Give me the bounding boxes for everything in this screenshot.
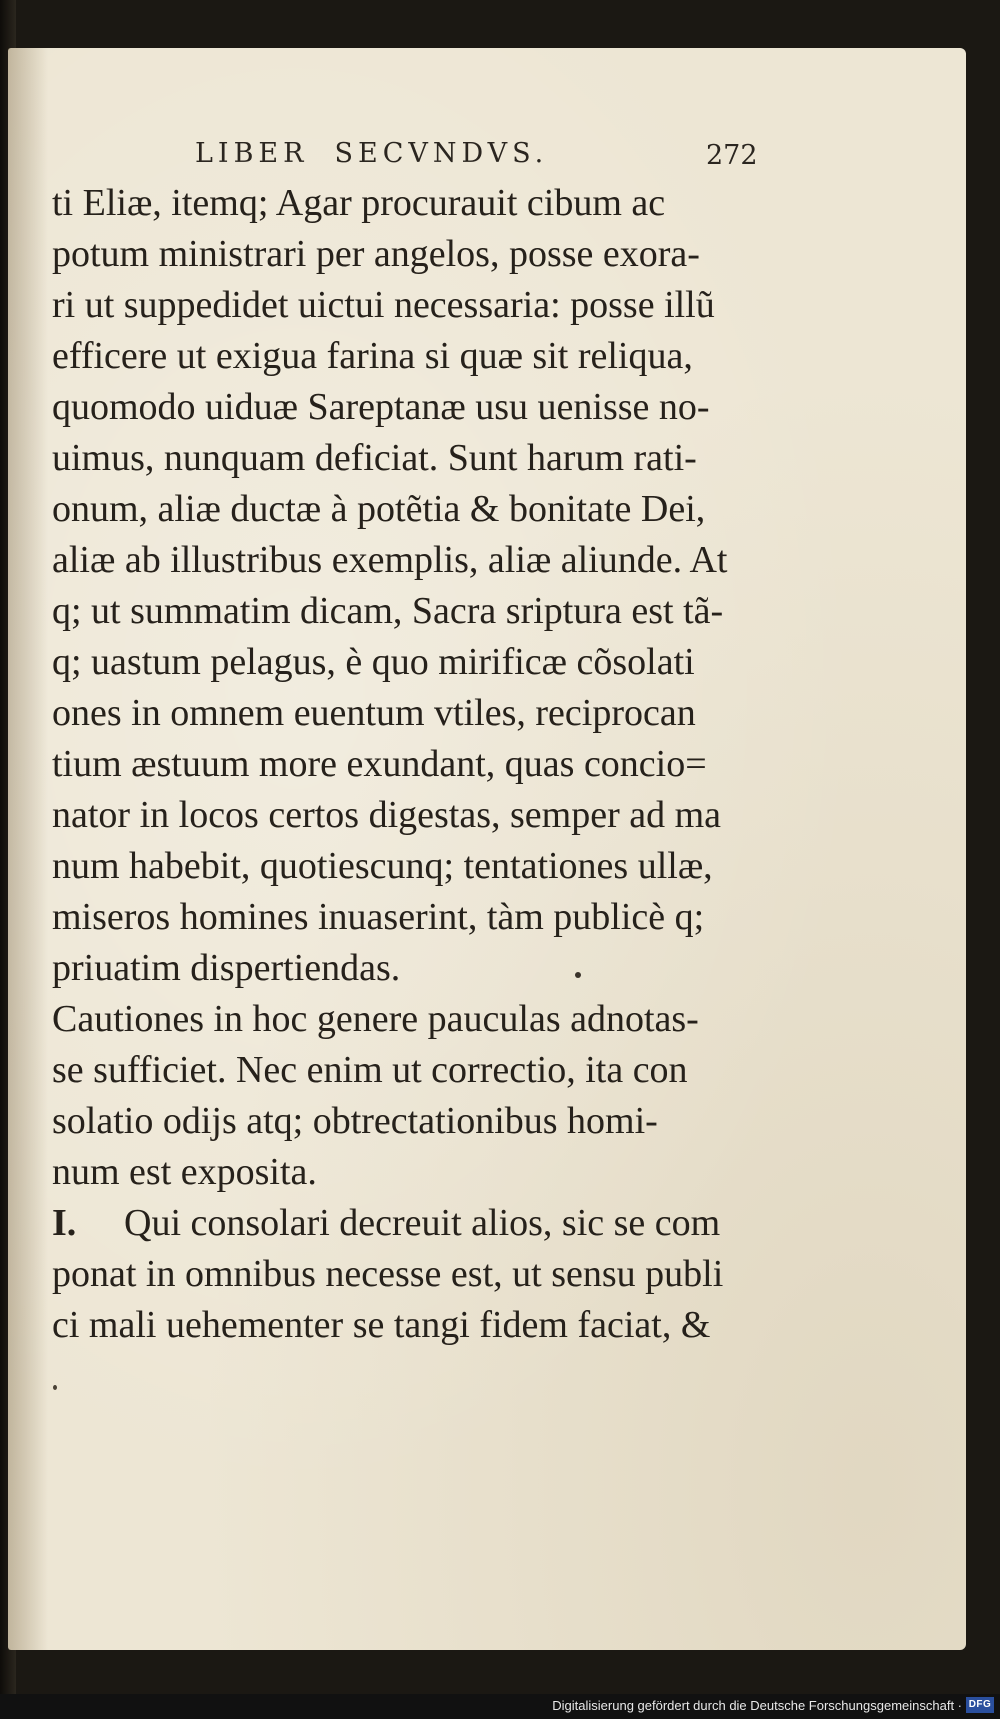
- text-line: ponat in omnibus necesse est, ut sensu publi: [52, 1253, 724, 1295]
- running-head-word-2: SECVNDVS.: [334, 138, 549, 169]
- text-line: ci mali uehementer se tangi fidem faciat, &: [52, 1304, 711, 1346]
- funding-credit: Digitalisierung gefördert durch die Deutsche Forschungsgemeinschaft ·: [552, 1698, 962, 1713]
- text-line: num habebit, quotiescunq; tentationes ullæ,: [52, 845, 713, 887]
- text-line: quomodo uiduæ Sareptanæ usu uenisse no-: [52, 386, 710, 428]
- text-line: ri ut suppedidet uictui necessaria: posse illũ: [52, 284, 715, 326]
- running-head-word-1: LIBER: [195, 138, 309, 169]
- paragraph-numeral: I.: [52, 1202, 77, 1244]
- text-line: aliæ ab illustribus exemplis, aliæ aliunde. At: [52, 539, 728, 581]
- text-line: uimus, nunquam deficiat. Sunt harum rati-: [52, 437, 697, 479]
- dfg-logo: DFG: [966, 1697, 994, 1713]
- text-line: tium æstuum more exundant, quas concio=: [52, 743, 707, 785]
- text-line: se sufficiet. Nec enim ut correctio, ita con: [52, 1049, 688, 1091]
- page-number: 272: [706, 140, 758, 171]
- running-head: [195, 138, 548, 169]
- text-line: num est exposita.: [52, 1151, 317, 1193]
- text-line: efficere ut exigua farina si quæ sit reliqua,: [52, 335, 693, 377]
- text-line: q; ut summatim dicam, Sacra sriptura est tã-: [52, 590, 724, 632]
- text-line: ti Eliæ, itemq; Agar procurauit cibum ac: [52, 182, 666, 224]
- text-line: q; uastum pelagus, è quo mirificæ cõsolati: [52, 641, 695, 683]
- numbered-paragraph-first-line: [52, 1198, 812, 1249]
- text-line: potum ministrari per angelos, posse exora-: [52, 233, 700, 275]
- text-line: solatio odijs atq; obtrectationibus homi-: [52, 1100, 658, 1142]
- text-line: miseros homines inuaserint, tàm publicè q;: [52, 896, 705, 938]
- text-line: nator in locos certos digestas, semper ad ma: [52, 794, 722, 836]
- text-line: onum, aliæ ductæ à potẽtia & bonitate Dei,: [52, 488, 706, 530]
- text-line: Cautiones in hoc genere pauculas adnotas-: [52, 998, 699, 1040]
- paragraph-first-line-text: Qui consolari decreuit alios, sic se com: [124, 1202, 721, 1244]
- catchword-mark: [53, 1385, 57, 1390]
- text-line: priuatim dispertiendas.: [52, 947, 401, 989]
- ink-speck: [575, 972, 581, 978]
- text-line: ones in omnem euentum vtiles, reciprocan: [52, 692, 696, 734]
- body-text: [52, 178, 812, 1351]
